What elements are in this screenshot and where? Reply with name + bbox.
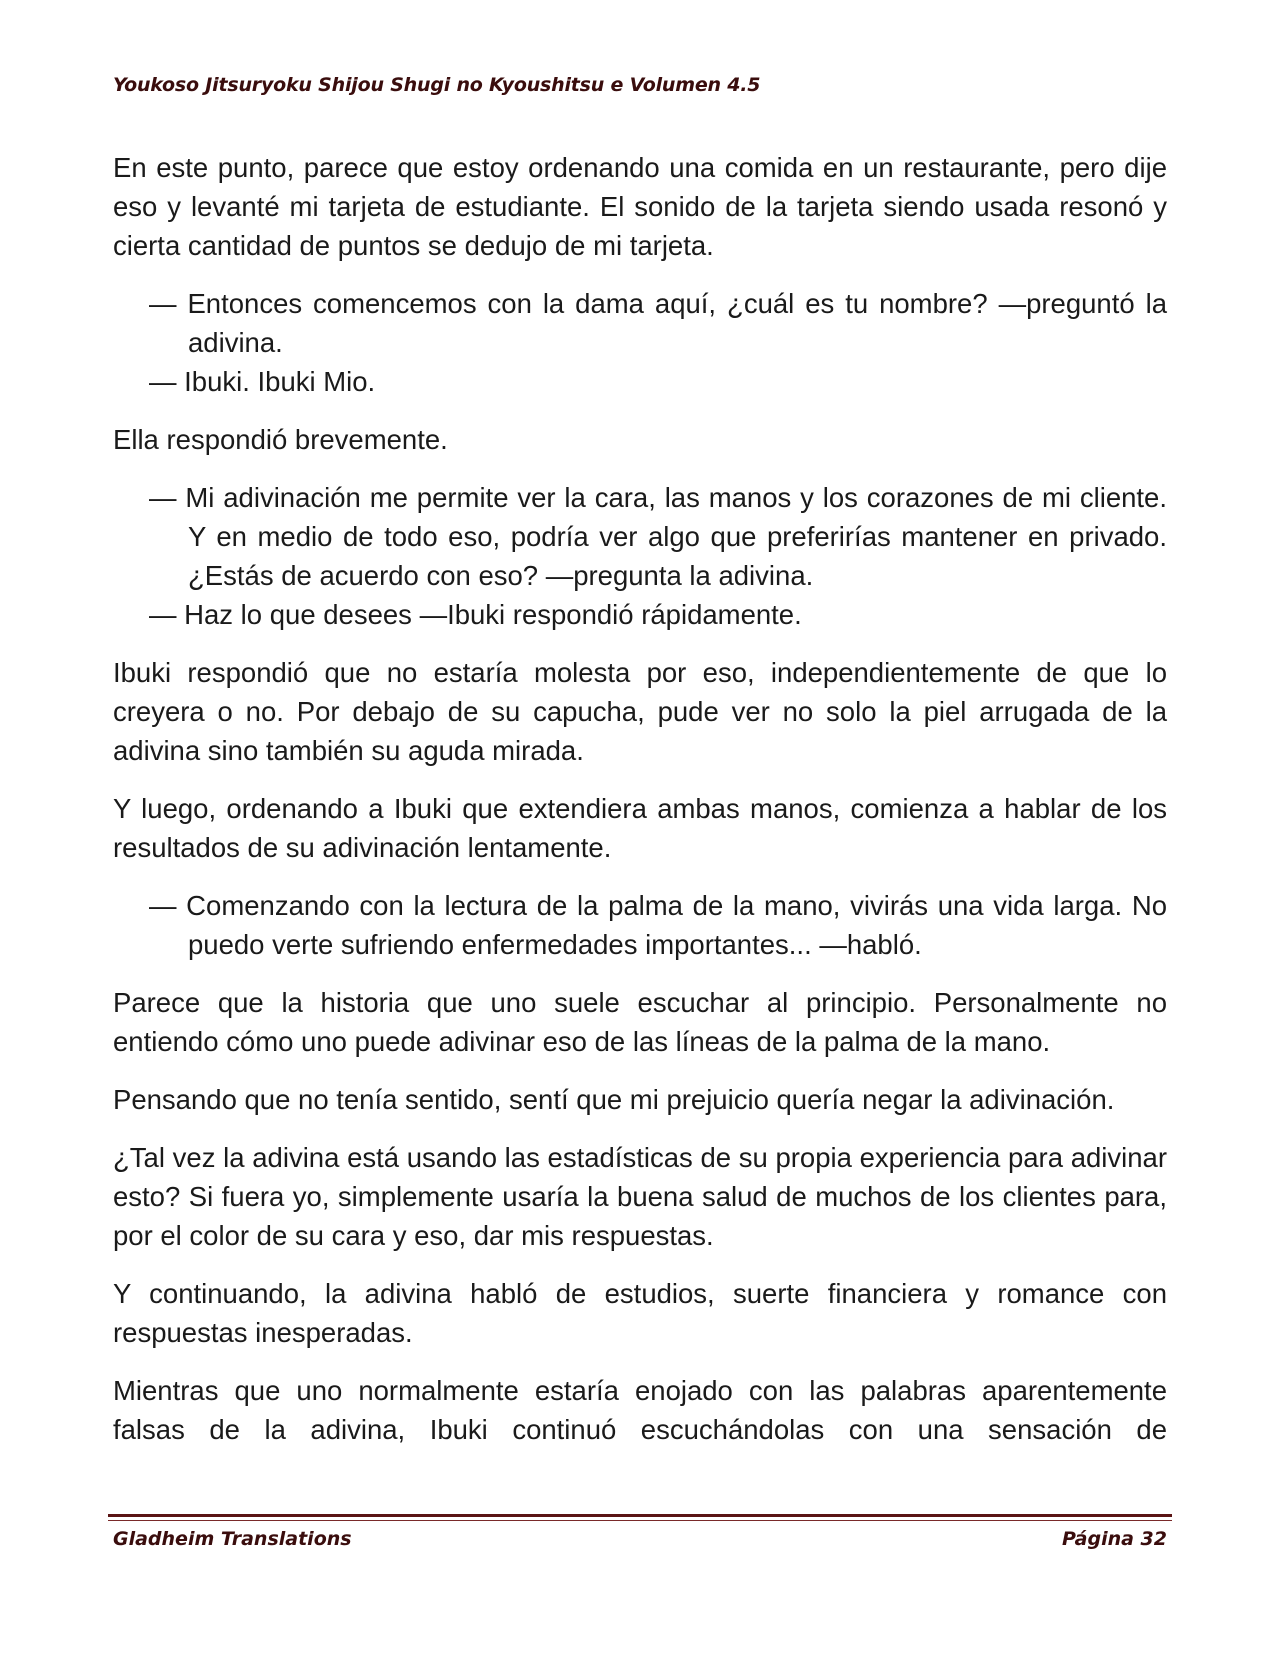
paragraph: Mientras que uno normalmente estaría enojado con las palabras aparentemente falsas de la adivina, Ibuki continuó escuchándolas con una sensación de: [113, 1375, 1167, 1445]
paragraph: Y continuando, la adivina habló de estudios, suerte financiera y romance con respuestas inesperadas.: [113, 1278, 1167, 1348]
page-number: Página 32: [1061, 1528, 1167, 1550]
paragraph: Y luego, ordenando a Ibuki que extendiera ambas manos, comienza a hablar de los resultados de su adivinación lentamente.: [113, 793, 1167, 863]
footer-divider-thin: [108, 1520, 1172, 1521]
dialogue-line: — Entonces comencemos con la dama aquí, ¿cuál es tu nombre? —preguntó la adivina.: [149, 288, 1167, 358]
paragraph: ¿Tal vez la adivina está usando las estadísticas de su propia experiencia para adivinar esto? Si fuera yo, simplemente usaría la buena salud de muchos de los clientes para, por el color de su cara y eso, dar mis respuestas.: [113, 1142, 1167, 1251]
paragraph: Ella respondió brevemente.: [113, 424, 448, 455]
dialogue-line: — Haz lo que desees —Ibuki respondió rápidamente.: [149, 599, 802, 630]
running-header: Youkoso Jitsuryoku Shijou Shugi no Kyoushitsu e Volumen 4.5: [113, 74, 761, 96]
paragraph: Parece que la historia que uno suele escuchar al principio. Personalmente no entiendo cómo uno puede adivinar eso de las líneas de la palma de la mano.: [113, 987, 1167, 1057]
paragraph: En este punto, parece que estoy ordenando una comida en un restaurante, pero dije eso y levanté mi tarjeta de estudiante. El sonido de la tarjeta siendo usada resonó y cierta cantidad de puntos se dedujo de mi tarjeta.: [113, 152, 1167, 261]
dialogue-block: [113, 284, 1167, 401]
paragraph: Ibuki respondió que no estaría molesta por eso, independientemente de que lo creyera o no. Por debajo de su capucha, pude ver no solo la piel arrugada de la adivina sino también su aguda mirada.: [113, 657, 1167, 766]
dialogue-block: [113, 478, 1167, 634]
dialogue-line: — Comenzando con la lectura de la palma de la mano, vivirás una vida larga. No puedo verte sufriendo enfermedades importantes... —habló.: [149, 890, 1167, 960]
dialogue-line: — Mi adivinación me permite ver la cara, las manos y los corazones de mi cliente. Y en medio de todo eso, podría ver algo que preferirías mantener en privado. ¿Estás de acuerdo con eso? —pregunta la adivina.: [149, 482, 1167, 591]
dialogue-block: [113, 886, 1167, 964]
footer-credit: Gladheim Translations: [113, 1528, 352, 1550]
dialogue-line: — Ibuki. Ibuki Mio.: [149, 366, 376, 397]
footer-divider: [108, 1514, 1172, 1517]
page-body: [113, 148, 1167, 1468]
paragraph: Pensando que no tenía sentido, sentí que mi prejuicio quería negar la adivinación.: [113, 1084, 1115, 1115]
